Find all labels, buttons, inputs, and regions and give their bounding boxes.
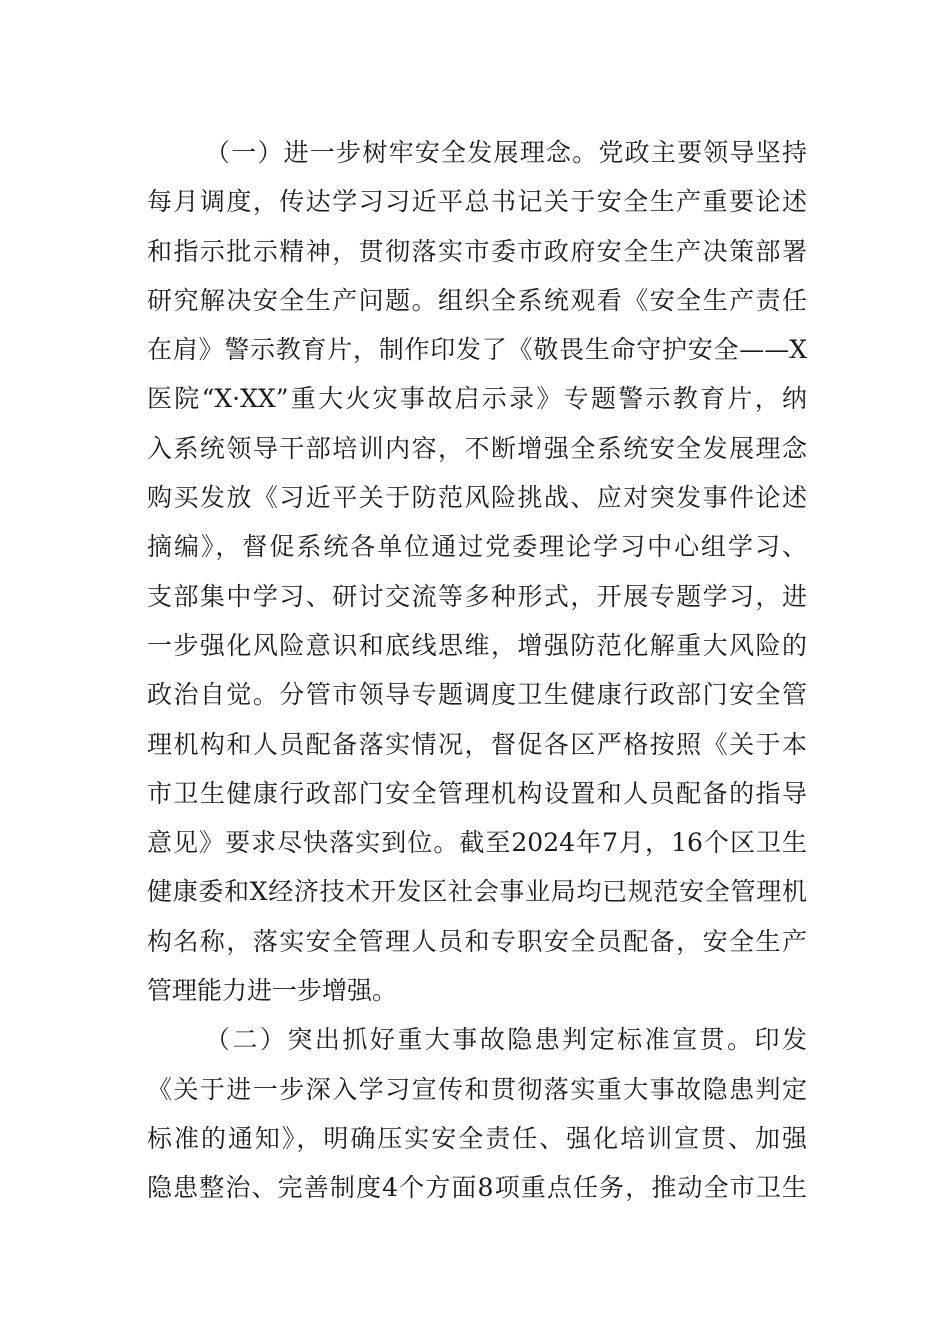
text-line: 入系统领导干部培训内容，不断增强全系统安全发展理念: [147, 433, 807, 463]
text-line: 《关于进一步深入学习宣传和贯彻落实重大事故隐患判定: [147, 1074, 807, 1104]
text-line: 健康委和X经济技术开发区社会事业局均已规范安全管理机: [147, 877, 807, 907]
document-body: [147, 128, 807, 1213]
text-line: 标准的通知》，明确压实安全责任、强化培训宣贯、加强: [147, 1123, 807, 1153]
text-line: 隐患整治、完善制度4个方面8项重点任务，推动全市卫生: [147, 1173, 807, 1203]
text-line: 和指示批示精神，贯彻落实市委市政府安全生产决策部署: [147, 236, 807, 266]
text-line: 政治自觉。分管市领导专题调度卫生健康行政部门安全管: [147, 680, 807, 710]
text-line: （二）突出抓好重大事故隐患判定标准宣贯。印发: [205, 1025, 807, 1055]
text-line: 管理能力进一步增强。: [147, 976, 398, 1006]
text-line: 理机构和人员配备落实情况，督促各区严格按照《关于本: [147, 729, 807, 759]
paragraph-2: [147, 1015, 807, 1212]
text-line: 意见》要求尽快落实到位。截至2024年7月，16个区卫生: [147, 828, 807, 858]
text-line: 在肩》警示教育片，制作印发了《敬畏生命守护安全——X: [147, 335, 807, 365]
text-line: 购买发放《习近平关于防范风险挑战、应对突发事件论述: [147, 483, 807, 513]
text-line: 支部集中学习、研讨交流等多种形式，开展专题学习，进: [147, 581, 807, 611]
text-line: 研究解决安全生产问题。组织全系统观看《安全生产责任: [147, 285, 807, 315]
text-line: （一）进一步树牢安全发展理念。党政主要领导坚持: [205, 138, 807, 167]
text-line: 市卫生健康行政部门安全管理机构设置和人员配备的指导: [147, 778, 807, 808]
text-line: 一步强化风险意识和底线思维，增强防范化解重大风险的: [147, 630, 807, 660]
text-line: 医院“X·XX”重大火灾事故启示录》专题警示教育片，纳: [147, 384, 807, 414]
text-line: 摘编》，督促系统各单位通过党委理论学习中心组学习、: [147, 532, 807, 562]
text-line: 每月调度，传达学习习近平总书记关于安全生产重要论述: [147, 187, 807, 217]
paragraph-1: [147, 128, 807, 1015]
text-line: 构名称，落实安全管理人员和专职安全员配备，安全生产: [147, 926, 807, 956]
